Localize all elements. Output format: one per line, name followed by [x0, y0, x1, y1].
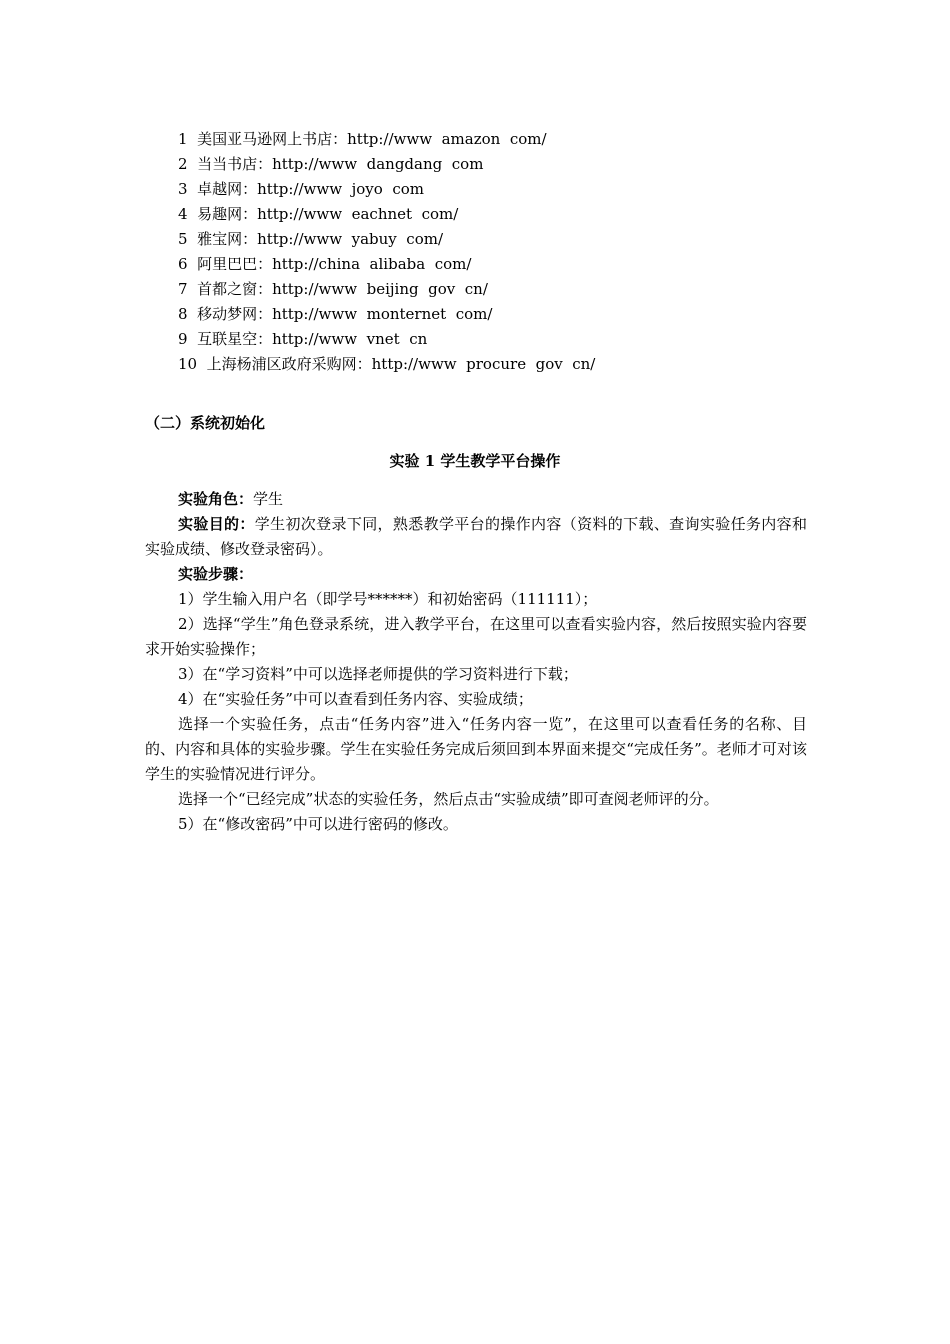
section-heading: （二）系统初始化: [145, 414, 266, 432]
steps-label: 实验步骤：: [178, 565, 254, 583]
website-list-item: 1 美国亚马逊网上书店：http://www amazon com/: [178, 130, 547, 148]
step-paragraph: 4）在“实验任务”中可以查看到任务内容、实验成绩；: [178, 690, 533, 708]
website-list-item: 5 雅宝网：http://www yabuy com/: [178, 230, 444, 248]
website-list-item: 10 上海杨浦区政府采购网：http://www procure gov cn/: [178, 355, 596, 373]
website-list-item: 4 易趣网：http://www eachnet com/: [178, 205, 459, 223]
website-list: [178, 127, 818, 377]
step-paragraph: 选择一个“已经完成”状态的实验任务，然后点击“实验成绩”即可查阅老师评的分。: [178, 790, 719, 808]
experiment-title: 实验 1 学生教学平台操作: [389, 452, 561, 470]
experiment-role: [145, 487, 807, 512]
role-label: 实验角色：: [178, 490, 254, 508]
experiment-purpose: [145, 512, 807, 562]
step-paragraph: 5）在“修改密码”中可以进行密码的修改。: [178, 815, 458, 833]
website-list-item: 8 移动梦网：http://www monternet com/: [178, 305, 493, 323]
website-list-item: 2 当当书店：http://www dangdang com: [178, 155, 484, 173]
purpose-label: 实验目的：: [178, 515, 255, 533]
website-list-item: 9 互联星空：http://www vnet cn: [178, 330, 428, 348]
experiment-body: [145, 487, 807, 837]
website-list-item: 3 卓越网：http://www joyo com: [178, 180, 424, 198]
website-list-item: 7 首都之窗：http://www beijing gov cn/: [178, 280, 488, 298]
step-paragraph: 选择一个实验任务，点击“任务内容”进入“任务内容一览”，在这里可以查看任务的名称、目的、内容和具体的实验步骤。学生在实验任务完成后须回到本界面来提交“完成任务”。老师才可对该学生的实验情况进行评分。: [145, 715, 807, 783]
step-paragraph: 2）选择“学生”角色登录系统，进入教学平台，在这里可以查看实验内容，然后按照实验内容要求开始实验操作；: [145, 615, 807, 658]
website-list-item: 6 阿里巴巴：http://china alibaba com/: [178, 255, 472, 273]
purpose-value: 学生初次登录下同，熟悉教学平台的操作内容（资料的下载、查询实验任务内容和实验成绩、修改登录密码）。: [145, 515, 807, 558]
step-paragraph: 3）在“学习资料”中可以选择老师提供的学习资料进行下载；: [178, 665, 578, 683]
experiment-steps-heading: [145, 562, 807, 587]
role-value: 学生: [253, 490, 284, 508]
step-paragraph: 1）学生输入用户名（即学号******）和初始密码（111111）；: [178, 590, 598, 608]
